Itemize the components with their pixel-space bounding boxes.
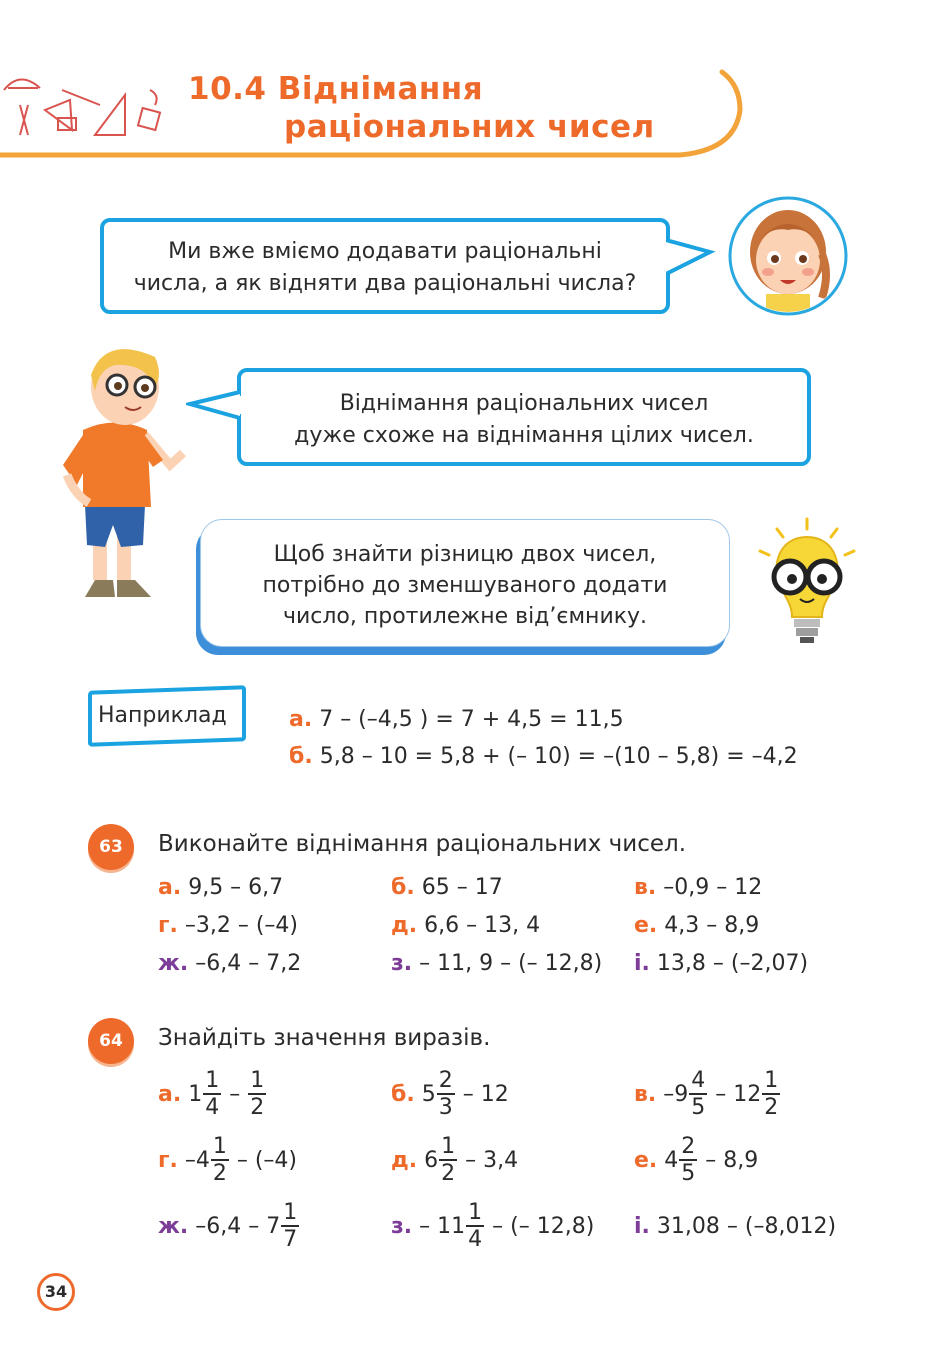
item-letter: в. — [634, 875, 657, 900]
numerator: 1 — [764, 1068, 779, 1093]
numerator: 1 — [205, 1068, 220, 1093]
numerator: 1 — [283, 1200, 298, 1225]
task-64-item — [391, 1196, 594, 1256]
whole-part: –4 — [184, 1147, 210, 1173]
denominator: 5 — [691, 1095, 706, 1120]
item-expression: 6,6 – 13, 4 — [424, 913, 541, 938]
denominator: 4 — [468, 1227, 483, 1252]
item-letter: а. — [158, 1081, 182, 1107]
numerator: 1 — [441, 1134, 456, 1159]
task-64-item — [634, 1064, 781, 1124]
fraction — [203, 1068, 221, 1120]
lightbulb-icon — [752, 515, 862, 650]
operator: – — [229, 1081, 241, 1107]
item-letter: е. — [634, 1147, 658, 1173]
task-64-title: Знайдіть значення виразів. — [158, 1025, 491, 1051]
denominator: 2 — [764, 1095, 779, 1120]
task-number-badge: 63 — [88, 824, 134, 870]
denominator: 7 — [283, 1227, 298, 1252]
fraction — [437, 1068, 455, 1120]
whole-part: 6 — [424, 1147, 439, 1173]
task-63-item — [634, 911, 759, 941]
numerator: 2 — [438, 1068, 453, 1093]
task-63-item — [158, 949, 301, 979]
task-63-item — [634, 873, 762, 903]
item-expression: 4,3 – 8,9 — [664, 913, 760, 938]
item-expression-rest: – 8,9 — [705, 1147, 759, 1173]
page-number: 34 — [37, 1273, 75, 1311]
item-letter: в. — [634, 1081, 657, 1107]
task-63-title: Виконайте віднімання раціональних чисел. — [158, 831, 687, 857]
task-64-item — [634, 1196, 836, 1256]
item-letter: б. — [289, 744, 313, 769]
task-64-item — [158, 1130, 297, 1190]
task-63-item — [391, 911, 540, 941]
task-63-item — [158, 873, 283, 903]
item-expression: 65 – 17 — [421, 875, 503, 900]
boy-bubble-line-2: дуже схоже на віднімання цілих чисел. — [294, 423, 754, 448]
fraction — [281, 1200, 299, 1252]
denominator: 4 — [205, 1095, 220, 1120]
task-64-item — [158, 1196, 300, 1256]
item-letter: г. — [158, 1147, 178, 1173]
fraction — [762, 1068, 780, 1120]
girl-bubble-line-1: Ми вже вміємо додавати раціональні — [168, 239, 602, 264]
ruler-triangle-icon — [95, 95, 125, 135]
bubble-tail — [186, 388, 242, 428]
denominator: 5 — [681, 1161, 696, 1186]
example-a — [289, 705, 624, 735]
denominator: 2 — [441, 1161, 456, 1186]
whole-part: –9 — [663, 1081, 689, 1107]
title-line-2: раціональних чисел — [284, 109, 655, 145]
item-expression: 13,8 – (–2,07) — [656, 951, 809, 976]
task-63-item — [158, 911, 298, 941]
rule-box — [200, 519, 730, 647]
item-letter: з. — [391, 951, 413, 976]
item-expression-rest: – (–4) — [236, 1147, 298, 1173]
boy-illustration — [55, 335, 205, 605]
girl-avatar — [726, 194, 850, 318]
rule-line-1: Щоб знайти різницю двох чисел, — [273, 542, 657, 567]
example-tag-label: Наприклад — [98, 703, 227, 729]
fraction — [211, 1134, 229, 1186]
compass-icon — [20, 105, 28, 135]
task-64-item — [158, 1064, 267, 1124]
item-letter: ж. — [158, 951, 189, 976]
item-letter: а. — [289, 707, 313, 732]
denominator: 2 — [250, 1095, 265, 1120]
item-letter: і. — [634, 1213, 650, 1239]
fraction — [439, 1134, 457, 1186]
numerator: 4 — [691, 1068, 706, 1093]
item-letter: а. — [158, 875, 182, 900]
girl-speech-bubble — [100, 218, 670, 314]
item-expression-start: –6,4 – 7 — [195, 1213, 281, 1239]
item-expression-rest: – (– 12,8) — [492, 1213, 595, 1239]
whole-part: 4 — [664, 1147, 679, 1173]
item-letter: ж. — [158, 1213, 189, 1239]
bubble-tail — [666, 238, 716, 278]
page-title — [188, 70, 655, 146]
task-63-item — [634, 949, 808, 979]
operator: – 12 — [715, 1081, 762, 1107]
numerator: 1 — [212, 1134, 227, 1159]
item-letter: г. — [158, 913, 178, 938]
example-tag — [88, 685, 246, 747]
denominator: 3 — [438, 1095, 453, 1120]
denominator: 2 — [212, 1161, 227, 1186]
whole-part: – 11 — [419, 1213, 466, 1239]
task-64-item — [634, 1130, 758, 1190]
item-expression-rest: – 12 — [462, 1081, 509, 1107]
fraction — [679, 1134, 697, 1186]
item-letter: д. — [391, 1147, 418, 1173]
girl-bubble-line-2: числа, а як відняти два раціональні числа? — [133, 271, 637, 296]
item-expression: –0,9 – 12 — [663, 875, 763, 900]
item-letter: і. — [634, 951, 650, 976]
example-b-expression: 5,8 – 10 = 5,8 + (– 10) = –(10 – 5,8) = –4,2 — [319, 744, 798, 769]
item-expression-rest: – 3,4 — [465, 1147, 519, 1173]
example-b — [289, 742, 798, 772]
rule-line-2: потрібно до зменшуваного додати — [262, 573, 668, 598]
item-expression: 31,08 – (–8,012) — [656, 1213, 837, 1239]
fraction — [466, 1200, 484, 1252]
example-a-expression: 7 – (–4,5 ) = 7 + 4,5 = 11,5 — [319, 707, 624, 732]
fraction — [248, 1068, 266, 1120]
boy-bubble-line-1: Віднімання раціональних чисел — [339, 391, 709, 416]
item-expression: 9,5 – 6,7 — [188, 875, 284, 900]
item-letter: з. — [391, 1213, 413, 1239]
item-expression: –6,4 – 7,2 — [195, 951, 302, 976]
numerator: 1 — [468, 1200, 483, 1225]
boy-speech-bubble — [237, 368, 811, 466]
eraser-icon — [138, 108, 160, 130]
item-expression: –3,2 – (–4) — [184, 913, 298, 938]
fraction — [689, 1068, 707, 1120]
numerator: 1 — [250, 1068, 265, 1093]
whole-part: 1 — [188, 1081, 203, 1107]
item-letter: е. — [634, 913, 658, 938]
item-letter: д. — [391, 913, 418, 938]
pencil-icon — [62, 90, 100, 105]
task-63-item — [391, 873, 503, 903]
item-letter: б. — [391, 875, 415, 900]
task-number-badge: 64 — [88, 1018, 134, 1064]
whole-part: 5 — [421, 1081, 436, 1107]
rule-line-3: число, протилежне від’ємнику. — [282, 604, 648, 629]
title-line-1: 10.4 Віднімання — [188, 71, 484, 107]
task-64-item — [391, 1130, 518, 1190]
item-letter: б. — [391, 1081, 415, 1107]
numerator: 2 — [681, 1134, 696, 1159]
task-63-item — [391, 949, 602, 979]
task-64-item — [391, 1064, 509, 1124]
item-expression: – 11, 9 – (– 12,8) — [419, 951, 603, 976]
